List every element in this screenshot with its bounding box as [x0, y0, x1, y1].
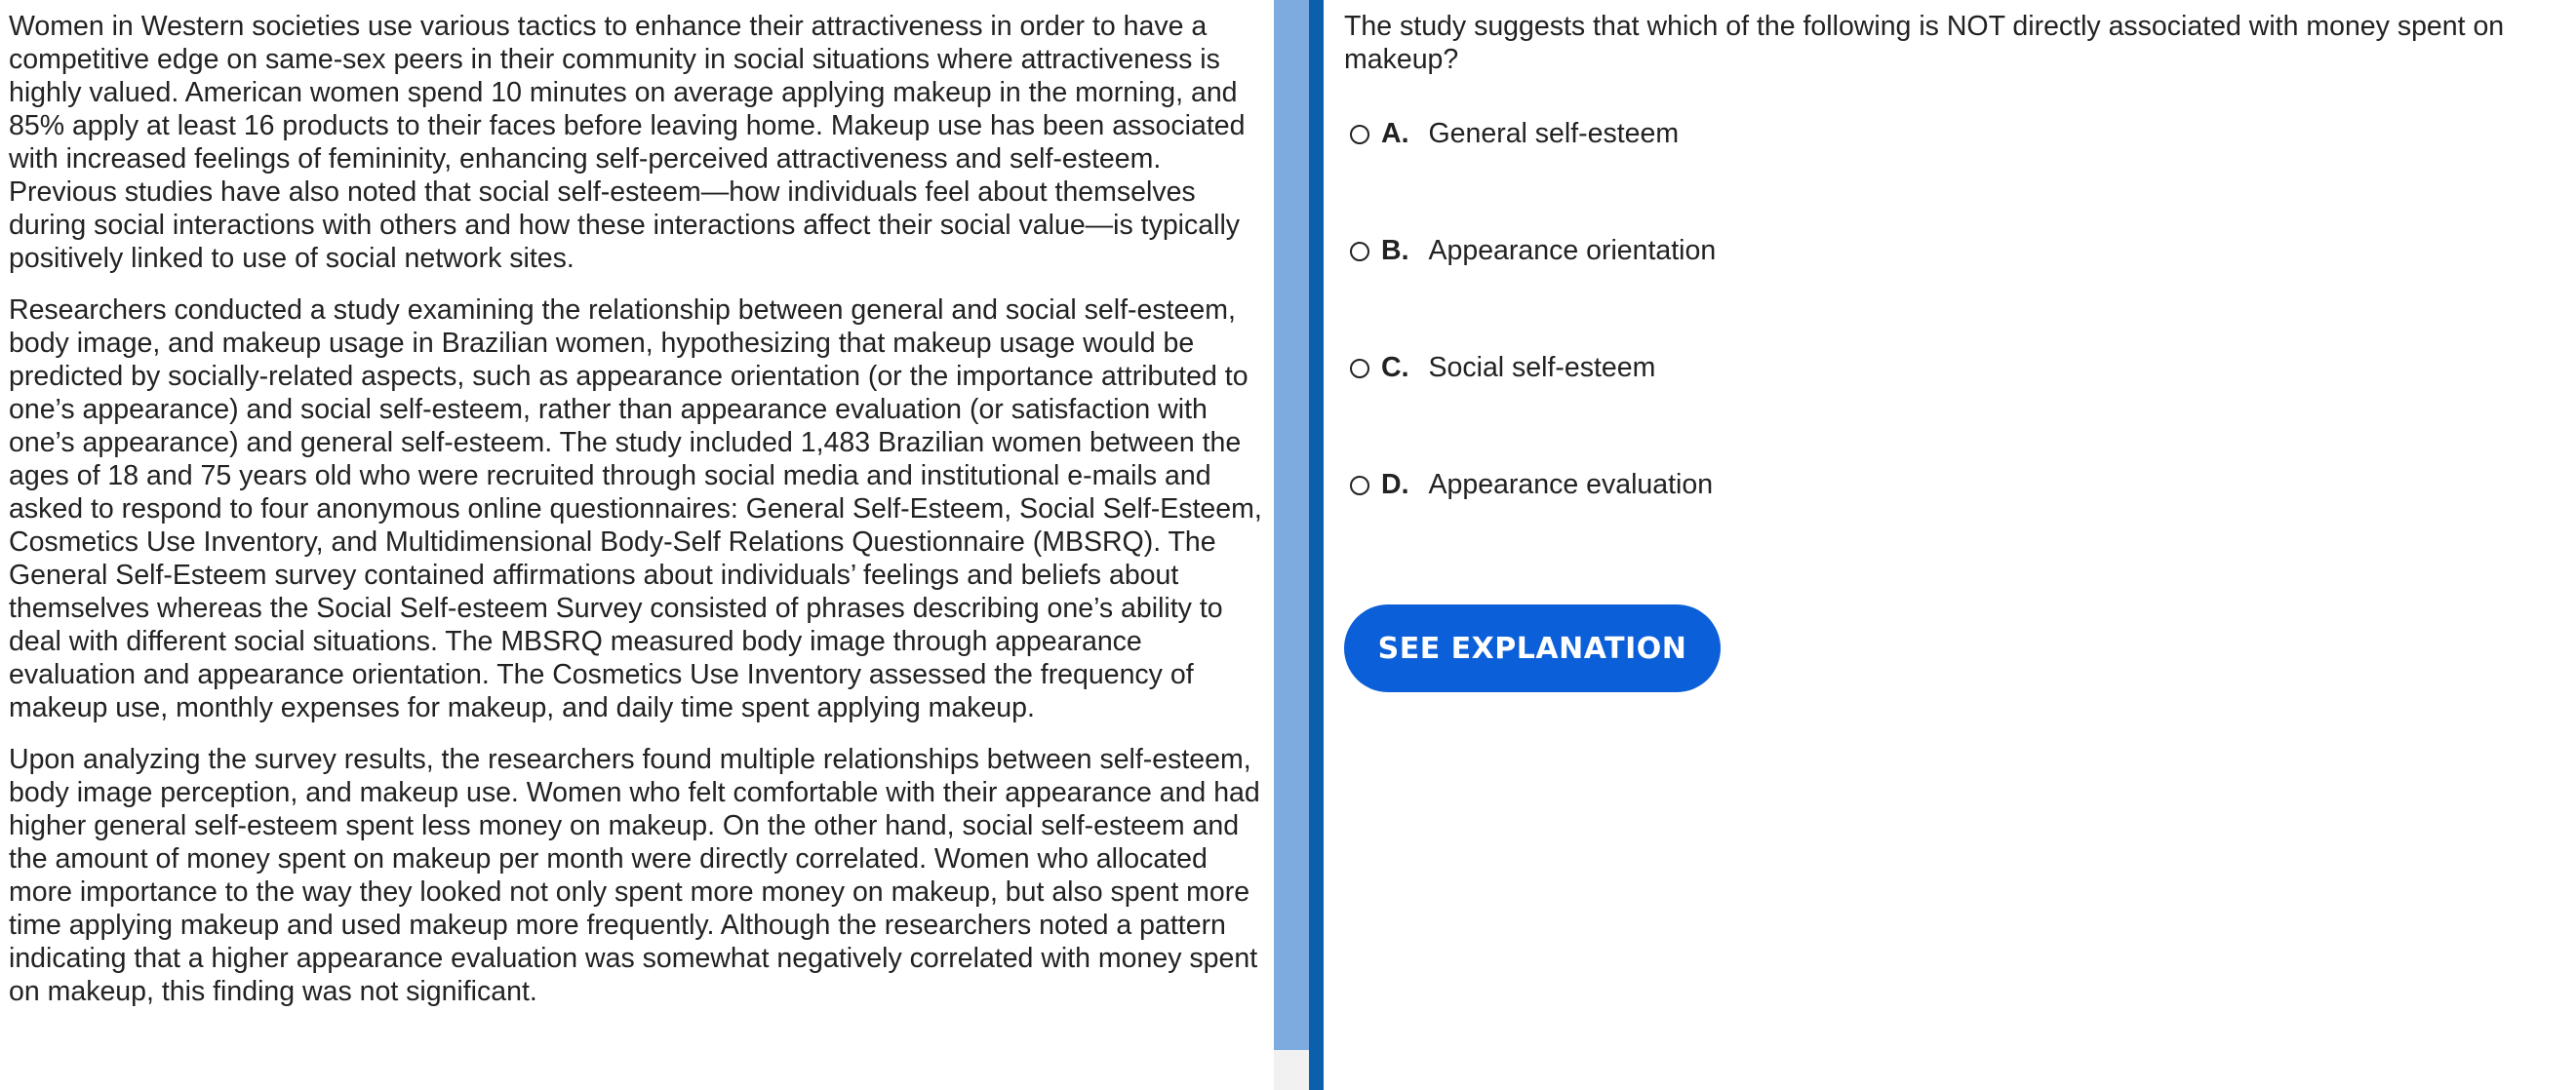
- choice-c[interactable]: [1344, 351, 1716, 468]
- choice-b[interactable]: [1344, 234, 1716, 351]
- passage-paragraph-2: Researchers conducted a study examining the relationship between general and social self-esteem, body image, and makeup usage in Brazilian women, hypothesizing that makeup usage would be predicted by socially-related aspects, such as appearance orientation (or the importance attributed to one’s appearance) and social self-esteem, rather than appearance evaluation (or satisfaction with one’s appearance) and general self-esteem. The study included 1,483 Brazilian women between the ages of 18 and 75 years old who were recruited through social media and institutional e-mails and asked to respond to four anonymous online questionnaires: General Self-Esteem, Social Self-Esteem, Cosmetics Use Inventory, and Multidimensional Body-Self Relations Questionnaire (MBSRQ). The General Self-Esteem survey contained affirmations about individuals’ feelings and beliefs about themselves whereas the Social Self-esteem Survey consisted of phrases describing one’s ability to deal with different social situations. The MBSRQ measured body image through appearance evaluation and appearance orientation. The Cosmetics Use Inventory assessed the frequency of makeup use, monthly expenses for makeup, and daily time spent applying makeup.: [9, 294, 1262, 723]
- choice-letter: C.: [1381, 352, 1409, 383]
- pane-divider[interactable]: [1309, 0, 1324, 1090]
- passage-paragraph-3: Upon analyzing the survey results, the researchers found multiple relationships between self-esteem, body image perception, and makeup use. Women who felt comfortable with their appearance and had higher general self-esteem spent less money on makeup. On the other hand, social self-esteem and the amount of money spent on makeup per month were directly correlated. Women who allocated more importance to the way they looked not only spent more money on makeup, but also spent more time applying makeup and used makeup more frequently. Although the researchers noted a pattern indicating that a higher appearance evaluation was somewhat negatively correlated with money spent on makeup, this finding was not significant.: [9, 744, 1260, 1007]
- passage-pane: [0, 0, 1274, 1090]
- choice-letter: D.: [1381, 469, 1409, 500]
- radio-button-icon[interactable]: [1350, 359, 1369, 378]
- radio-button-icon[interactable]: [1350, 242, 1369, 261]
- choice-letter: A.: [1381, 118, 1409, 149]
- passage-paragraph-1: Women in Western societies use various tactics to enhance their attractiveness in order to have a competitive edge on same-sex peers in their community in social situations where attractiveness is highly valued. American women spend 10 minutes on average applying makeup in the morning, and 85% apply at least 16 products to their faces before leaving home. Makeup use has been associated with increased feelings of femininity, enhancing self-perceived attractiveness and self-esteem. Previous studies have also noted that social self-esteem—how individuals feel about themselves during social interactions with others and how these interactions affect their social value—is typically positively linked to use of social network sites.: [9, 11, 1246, 274]
- passage-scrollbar-thumb[interactable]: [1274, 0, 1309, 1050]
- question-text: The study suggests that which of the following is NOT directly associated with money spent on makeup?: [1344, 11, 2505, 75]
- choice-letter: B.: [1381, 235, 1409, 266]
- radio-button-icon[interactable]: [1350, 125, 1369, 144]
- choice-text: Social self-esteem: [1428, 352, 1656, 383]
- choice-a[interactable]: [1344, 117, 1716, 234]
- choice-text: General self-esteem: [1428, 118, 1680, 149]
- radio-button-icon[interactable]: [1350, 476, 1369, 495]
- see-explanation-button[interactable]: SEE EXPLANATION: [1344, 604, 1721, 692]
- choice-text: Appearance evaluation: [1428, 469, 1714, 500]
- choice-text: Appearance orientation: [1428, 235, 1717, 266]
- choice-d[interactable]: [1344, 468, 1716, 585]
- question-pane: [1324, 0, 2576, 1090]
- answer-choices: [1344, 117, 1716, 585]
